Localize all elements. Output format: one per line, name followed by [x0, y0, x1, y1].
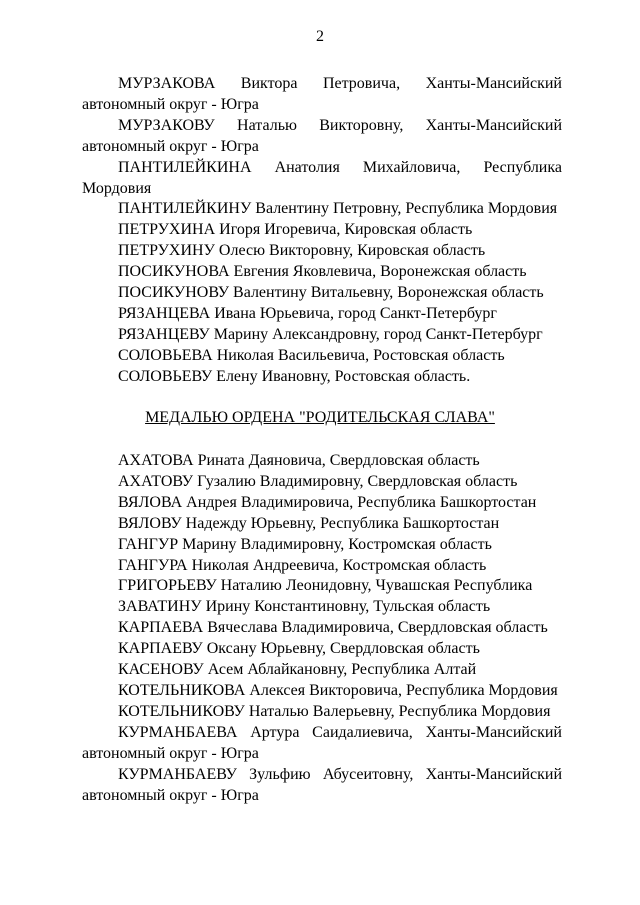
entry-first-line: [82, 158, 562, 179]
award-entry: КОТЕЛЬНИКОВУ Наталью Валерьевну, Республика Мордовия: [118, 702, 551, 720]
entry-continuation: автономный округ - Югра: [82, 95, 259, 113]
award-entry: ГАНГУР Марину Владимировну, Костромская область: [118, 535, 492, 553]
award-entry: ПЕТРУХИНА Игоря Игоревича, Кировская область: [118, 221, 473, 239]
award-entry: СОЛОВЬЕВА Николая Васильевича, Ростовская область: [118, 346, 505, 364]
entry-word: КУРМАНБАЕВА: [118, 723, 238, 741]
award-entry: РЯЗАНЦЕВА Ивана Юрьевича, город Санкт-Петербург: [118, 304, 497, 322]
award-entry: ПОСИКУНОВУ Валентину Витальевну, Воронежская область: [118, 284, 544, 302]
entry-word: КУРМАНБАЕВУ: [118, 765, 237, 783]
award-entry: ГРИГОРЬЕВУ Наталию Леонидовну, Чувашская Республика: [118, 577, 533, 595]
entry-word: Петровича,: [322, 75, 401, 92]
award-entry: ВЯЛОВА Андрея Владимировича, Республика Башкортостан: [118, 493, 537, 511]
entry-first-line: [82, 765, 562, 786]
award-entry: ПЕТРУХИНУ Олесю Викторовну, Кировская область: [118, 242, 486, 260]
award-entry: РЯЗАНЦЕВУ Марину Александровну, город Санкт-Петербург: [118, 325, 543, 343]
entry-word: Ханты-Мансийский: [425, 765, 562, 783]
award-entry: КАРПАЕВА Вячеслава Владимировича, Свердловская область: [118, 619, 548, 637]
entry-continuation: автономный округ - Югра: [82, 137, 259, 155]
entry-continuation: автономный округ - Югра: [82, 786, 259, 804]
entry-continuation: автономный округ - Югра: [82, 744, 259, 762]
entry-word: МУРЗАКОВУ: [118, 116, 215, 134]
award-entry: КАСЕНОВУ Асем Аблайкановну, Республика Алтай: [118, 661, 477, 679]
entry-word: Ханты-Мансийский: [425, 116, 562, 134]
entry-first-line: [82, 74, 562, 95]
entry-word: ПАНТИЛЕЙКИНА: [118, 158, 252, 176]
award-entry: [82, 74, 562, 116]
entry-word: Наталью: [237, 116, 297, 134]
entry-word: Михайловича,: [362, 158, 461, 176]
award-list-2: [82, 451, 562, 806]
entry-first-line: [82, 723, 562, 744]
award-entry: ПАНТИЛЕЙКИНУ Валентину Петровну, Республика Мордовия: [118, 200, 558, 218]
entry-word: Виктора: [240, 75, 298, 92]
award-entry: КОТЕЛЬНИКОВА Алексея Викторовича, Республика Мордовия: [118, 681, 558, 699]
award-entry: КАРПАЕВУ Оксану Юрьевну, Свердловская область: [118, 640, 480, 658]
award-entry: [82, 116, 562, 158]
award-entry: [82, 158, 562, 200]
entry-word: Ханты-Мансийский: [425, 723, 562, 741]
award-entry: АХАТОВА Рината Даяновича, Свердловская область: [118, 452, 480, 469]
entry-word: МУРЗАКОВА: [118, 75, 216, 92]
section-heading: МЕДАЛЬЮ ОРДЕНА "РОДИТЕЛЬСКАЯ СЛАВА": [145, 409, 495, 426]
award-entry: СОЛОВЬЕВУ Елену Ивановну, Ростовская область.: [118, 367, 471, 385]
award-entry: ВЯЛОВУ Надежду Юрьевну, Республика Башкортостан: [118, 514, 500, 532]
entry-word: Ханты-Мансийский: [425, 75, 562, 92]
award-entry: ЗАВАТИНУ Ирину Константиновну, Тульская область: [118, 598, 491, 616]
entry-word: Саидалиевича,: [312, 723, 413, 741]
award-list-1: [82, 74, 562, 388]
entry-word: Анатолия: [274, 158, 340, 176]
entry-word: Абусеитовну,: [322, 765, 414, 783]
award-entry: ПОСИКУНОВА Евгения Яковлевича, Воронежская область: [118, 263, 527, 281]
entry-first-line: [82, 116, 562, 137]
entry-word: Артура: [250, 723, 300, 741]
entry-continuation: Мордовия: [82, 179, 152, 197]
entry-word: Республика: [483, 158, 562, 176]
award-entry: АХАТОВУ Гузалию Владимировну, Свердловская область: [118, 472, 518, 490]
entry-word: Зульфию: [249, 765, 311, 783]
entry-word: Викторовну,: [319, 116, 404, 134]
award-entry: [82, 723, 562, 765]
award-entry: ГАНГУРА Николая Андреевича, Костромская область: [118, 556, 487, 574]
page-number: 2: [316, 28, 324, 45]
award-entry: [82, 765, 562, 807]
